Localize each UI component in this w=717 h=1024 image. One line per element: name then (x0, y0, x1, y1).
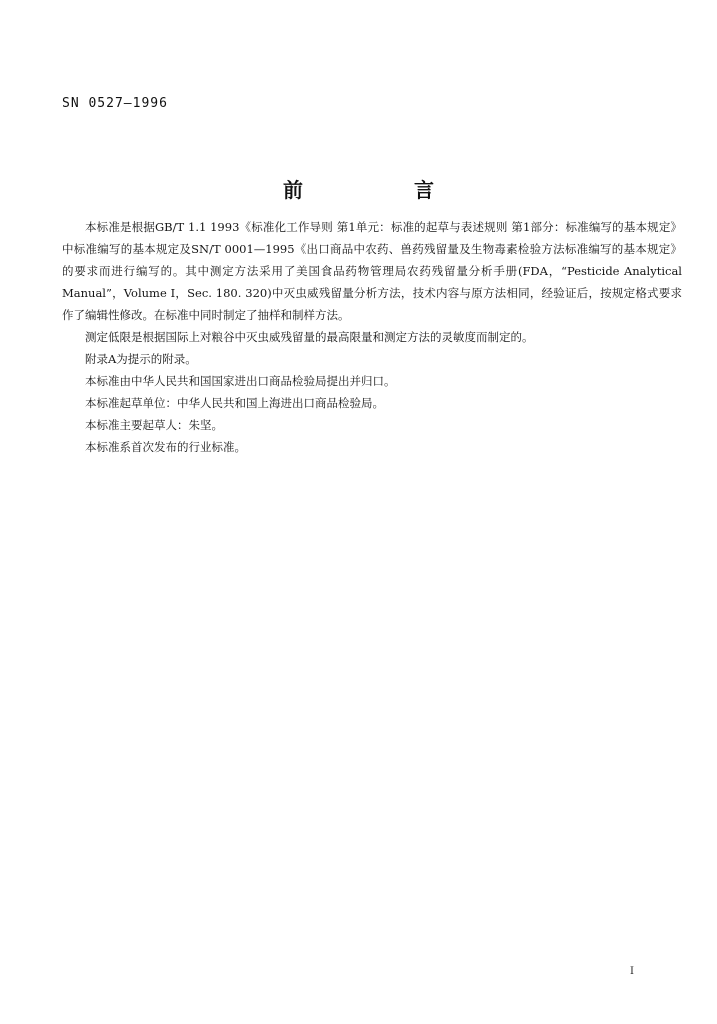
foreword-body (62, 216, 682, 458)
page-number: I (630, 966, 634, 977)
paragraph-drafter: 本标准主要起草人：朱坚。 (85, 418, 223, 432)
paragraph-appendix: 附录A为提示的附录。 (85, 352, 197, 366)
paragraph-detection-limit: 测定低限是根据国际上对粮谷中灭虫威残留量的最高限量和测定方法的灵敏度而制定的。 (85, 330, 534, 344)
standard-code: SN 0527—1996 (62, 96, 168, 111)
paragraph-proposer: 本标准由中华人民共和国国家进出口商品检验局提出并归口。 (85, 374, 396, 388)
paragraph-first-release: 本标准系首次发布的行业标准。 (85, 440, 246, 454)
section-title: 前 言 (283, 178, 486, 202)
paragraph-basis: 本标准是根据GB/T 1.1 1993《标准化工作导则 第1单元：标准的起草与表述规则 第1部分：标准编写的基本规定》中标准编写的基本规定及SN/T 0001—1995《出口商品中农药、兽药残留量及生物毒素检验方法标准编写的基本规定》的要求而进行编写的。其中测定方法采用了美国食品药物管理局农药残留量分析手册(FDA，“Pesticide Analytical Manual”，Volume Ⅰ，Sec. 180. 320)中灭虫威残留量分析方法，技术内容与原方法相同，经验证后，按规定格式要求作了编辑性修改。在标准中同时制定了抽样和制样方法。 (62, 220, 682, 322)
paragraph-drafting-unit: 本标准起草单位：中华人民共和国上海进出口商品检验局。 (85, 396, 384, 410)
